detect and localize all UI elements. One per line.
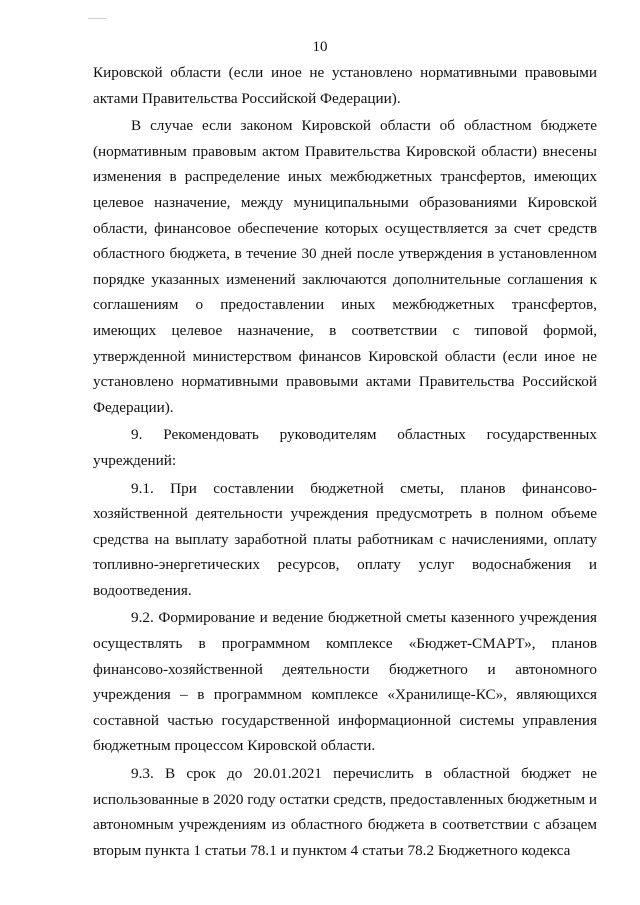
paragraph: 9.1. При составлении бюджетной сметы, планов финансово-хозяйственной деятельности учреждения предусмотреть в полном объеме средства на выплату заработной платы работникам с начислениями, оплату топливно-энергетических ресурсов, оплату услуг водоснабжения и водоотведения.	[93, 479, 597, 599]
page-number: 10	[312, 39, 328, 55]
scan-artifact	[88, 18, 106, 19]
paragraph: 9. Рекомендовать руководителям областных государственных учреждений:	[93, 426, 597, 469]
document-body	[93, 60, 597, 865]
paragraph: 9.2. Формирование и ведение бюджетной сметы казенного учреждения осуществлять в программном комплексе «Бюджет-СМАРТ», планов финансово-хозяйственной деятельности бюджетного и автономного учреждения – в программном комплексе «Хранилище-КС», являющихся составной частью государственной информационной системы управления бюджетным процессом Кировской области.	[93, 609, 597, 755]
paragraph: В случае если законом Кировской области об областном бюджете (нормативным правовым актом Правительства Кировской области) внесены изменения в распределение иных межбюджетных трансфертов, имеющих целевое назначение, между муниципальными образованиями Кировской области, финансовое обеспечение которых осуществляется за счет средств областного бюджета, в течение 30 дней после утверждения в установленном порядке указанных изменений заключаются дополнительные соглашения к соглашениям о предоставлении иных межбюджетных трансфертов, имеющих целевое назначение, в соответствии с типовой формой, утвержденной министерством финансов Кировской области (если иное не установлено нормативными правовыми актами Правительства Российской Федерации).	[93, 117, 597, 416]
paragraph: Кировской области (если иное не установлено нормативными правовыми актами Правительства Российской Федерации).	[93, 64, 597, 107]
paragraph: 9.3. В срок до 20.01.2021 перечислить в областной бюджет не использованные в 2020 году остатки средств, предоставленных бюджетным и автономным учреждениям из областного бюджета в соответствии с абзацем вторым пункта 1 статьи 78.1 и пунктом 4 статьи 78.2 Бюджетного кодекса	[93, 765, 597, 859]
